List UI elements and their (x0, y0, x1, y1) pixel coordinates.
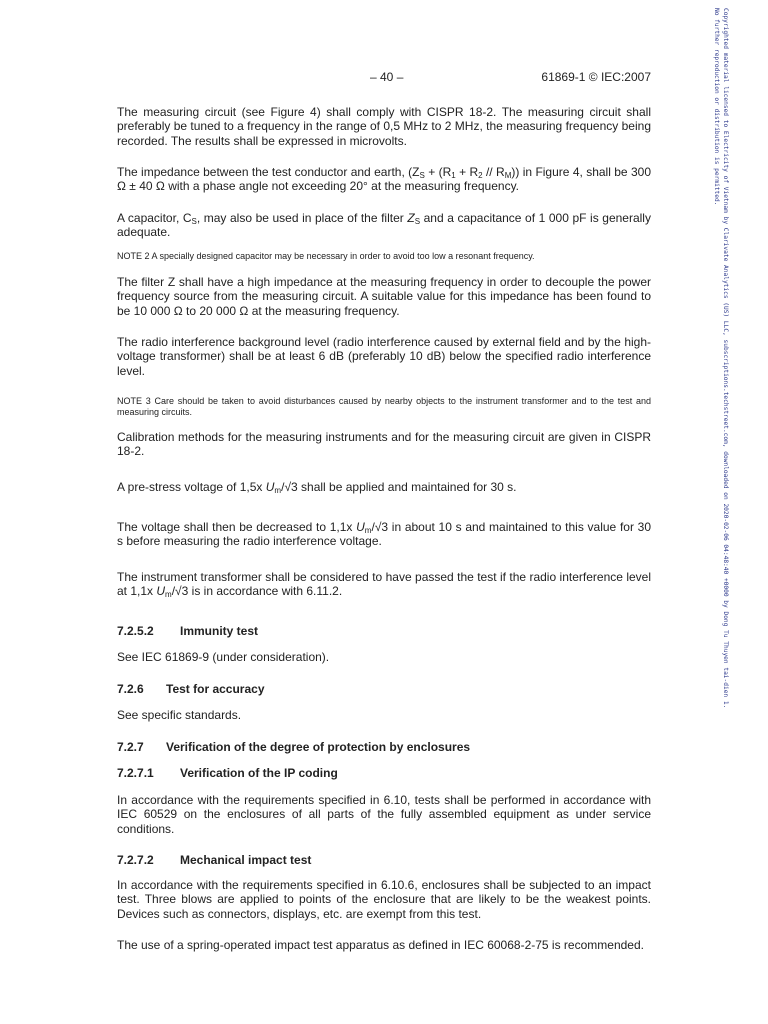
paragraph-ip-coding: In accordance with the requirements specified in 6.10, tests shall be performed in accordance with IEC 60529 on the enclosures of all parts of the fully assembled equipment as under service conditions. (117, 793, 651, 836)
heading-7-2-7: 7.2.7 Verification of the degree of protection by enclosures (117, 740, 471, 754)
standard-reference: 61869-1 © IEC:2007 (541, 70, 651, 84)
page-number: – 40 – (370, 70, 404, 84)
heading-7-2-7-2: 7.2.7.2 Mechanical impact test (117, 853, 312, 867)
copyright-line-1: Copyrighted material licensed to Electricity of Vietnam by Clarivate Analytics (US) LLC, subscriptions.techstreet.com, downloaded on 2020-02-06 04:48:40 +0000 by Dong Tu Thuyen tai-dien 1. (722, 8, 729, 709)
paragraph-calibration: Calibration methods for the measuring instruments and for the measuring circuit are given in CISPR 18-2. (117, 430, 651, 459)
paragraph-impact-test: In accordance with the requirements specified in 6.10.6, enclosures shall be subjected to an impact test. Three blows are applied to points of the enclosure that are likely to be the weakest points. Devices such as connectors, displays, etc. are exempt from this test. (117, 878, 651, 921)
paragraph-pass-criteria: The instrument transformer shall be considered to have passed the test if the radio interference level at 1,1x $U_m/√3$ is in accordance with 6.11.2. (117, 570, 651, 600)
paragraph-background-level: The radio interference background level (radio interference caused by external field and by the high-voltage transformer) shall be at least 6 dB (preferably 10 dB) below the specified radio interference level. (117, 335, 651, 378)
paragraph-immunity: See IEC 61869-9 (under consideration). (117, 650, 330, 664)
heading-7-2-7-1: 7.2.7.1 Verification of the IP coding (117, 766, 338, 780)
paragraph-accuracy: See specific standards. (117, 708, 242, 722)
paragraph-impact-apparatus: The use of a spring-operated impact test apparatus as defined in IEC 60068-2-75 is recommended. (117, 938, 644, 952)
paragraph-voltage-decrease: The voltage shall then be decreased to 1,1x $U_m/√3$ in about 10 s and maintained to this value for 30 s before measuring the radio interference voltage. (117, 520, 651, 549)
paragraph-capacitor: A capacitor, $C_S$, may also be used in place of the filter $Z_S$ and a capacitance of 1 000 pF is generally adequate. (117, 211, 651, 240)
copyright-notice (712, 8, 730, 708)
paragraph-impedance: The impedance between the test conductor and earth, $(Z_S + (R_1 + R_2 // R_M))$ in Figure 4, shall be 300 Ω ± 40 Ω with a phase angle not exceeding 20° at the measuring frequency. (117, 165, 651, 194)
formula-um-root3: $U_m/√3$ (156, 584, 189, 600)
note-3: NOTE 3 Care should be taken to avoid disturbances caused by nearby objects to the instrument transformer and to the test and measuring circuits. (117, 396, 651, 417)
page-header (117, 70, 651, 86)
paragraph-measuring-circuit: The measuring circuit (see Figure 4) shall comply with CISPR 18-2. The measuring circuit shall preferably be tuned to a frequency in the range of 0,5 MHz to 2 MHz, the measuring frequency being recorded. The results shall be expressed in microvolts. (117, 105, 651, 148)
heading-7-2-6: 7.2.6 Test for accuracy (117, 682, 265, 696)
heading-7-2-5-2: 7.2.5.2 Immunity test (117, 624, 259, 638)
copyright-line-2: No further reproduction or distribution is permitted. (713, 8, 720, 206)
paragraph-pre-stress: A pre-stress voltage of 1,5x $U_m/√3$ shall be applied and maintained for 30 s. (117, 480, 517, 495)
formula-um-root3: $U_m/√3$ (265, 480, 298, 495)
note-2: NOTE 2 A specially designed capacitor may be necessary in order to avoid too low a resonant frequency. (117, 251, 535, 261)
formula-um-root3: $U_m/√3$ (356, 520, 389, 535)
paragraph-filter: The filter Z shall have a high impedance at the measuring frequency in order to decouple the power frequency source from the measuring circuit. A suitable value for this impedance has been found to be 10 000 Ω to 20 000 Ω at the measuring frequency. (117, 275, 651, 318)
